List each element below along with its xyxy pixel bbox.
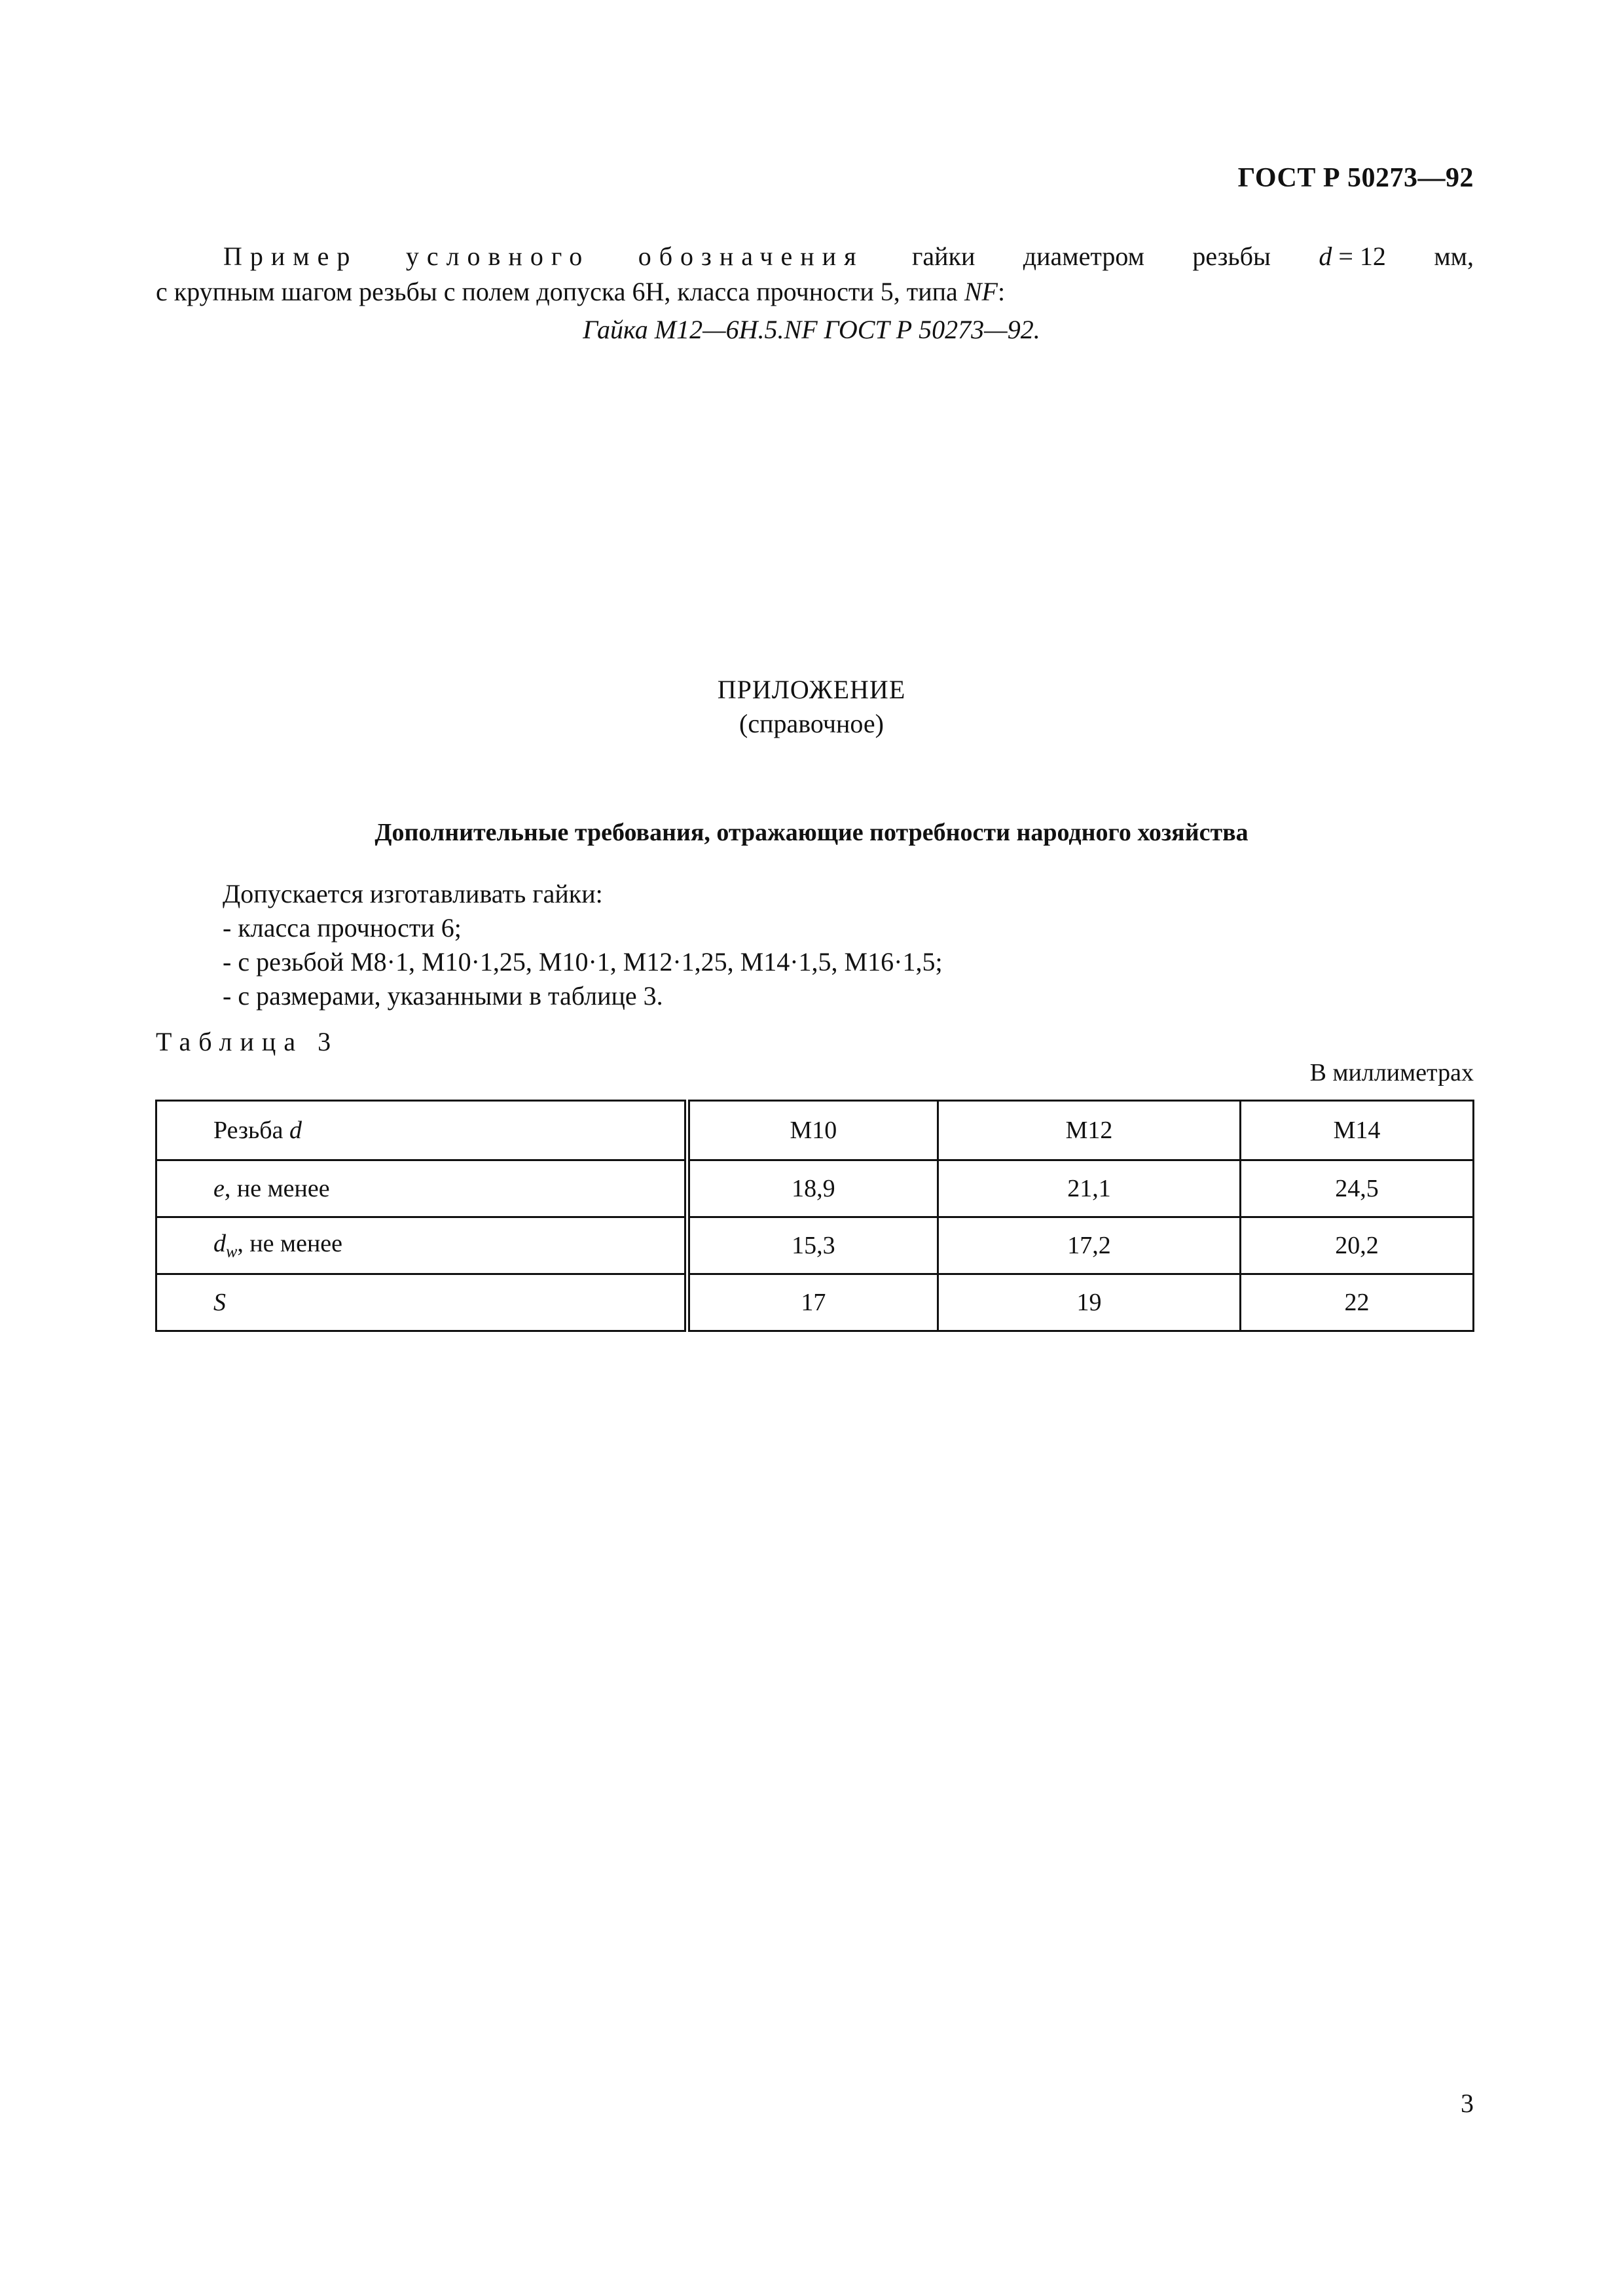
table-cell: 17 (687, 1274, 938, 1331)
row-var-subscript: w (226, 1242, 238, 1261)
row-label-cell (156, 1274, 687, 1331)
appendix-title: ПРИЛОЖЕНИЕ (717, 675, 906, 704)
header-col-m14: M14 (1240, 1101, 1473, 1160)
row-var: S (213, 1289, 226, 1316)
example-formula (1319, 239, 1386, 274)
header-label-cell (156, 1101, 687, 1160)
requirements-list (223, 877, 943, 1013)
table-row (156, 1274, 1474, 1331)
requirement-item: - с резьбой М8·1, М10·1,25, М10·1, М12·1,25, М14·1,5, М16·1,5; (223, 947, 943, 977)
table-caption: Таблица 3 (156, 1027, 339, 1056)
table-header-row (156, 1101, 1474, 1160)
example-word-6: резьбы (1192, 242, 1271, 271)
row-suffix: , не менее (237, 1230, 343, 1258)
designation-example (156, 239, 1474, 310)
example-word-3: обозначения (638, 242, 864, 271)
header-col-m10: M10 (687, 1101, 938, 1160)
requirement-item: - класса прочности 6; (223, 913, 462, 942)
example-unit: мм, (1434, 242, 1474, 271)
row-var: d (213, 1230, 226, 1258)
row-label-cell (156, 1217, 687, 1274)
table-cell: 22 (1240, 1274, 1473, 1331)
example-equals: = 12 (1338, 242, 1386, 271)
table-cell: 15,3 (687, 1217, 938, 1274)
example-type: NF (964, 277, 998, 306)
document-number: ГОСТ Р 50273—92 (1237, 163, 1474, 193)
example-line2-end: : (997, 277, 1006, 306)
table-row (156, 1217, 1474, 1274)
example-word-1: Пример (223, 242, 358, 271)
appendix-subtitle: (справочное) (739, 709, 884, 738)
table-units: В миллиметрах (1309, 1059, 1474, 1086)
table-cell: 20,2 (1240, 1217, 1473, 1274)
table-cell: 21,1 (938, 1160, 1241, 1217)
header-col-m12: M12 (938, 1101, 1241, 1160)
table-cell: 24,5 (1240, 1160, 1473, 1217)
example-line-2 (156, 274, 1474, 310)
section-heading: Дополнительные требования, отражающие потребности народного хозяйства (374, 819, 1249, 846)
designation-line (0, 314, 1623, 345)
dimensions-table (155, 1100, 1474, 1332)
row-suffix: , не менее (224, 1175, 330, 1202)
table-row (156, 1160, 1474, 1217)
header-label: Резьба (213, 1117, 283, 1144)
example-line2-text: с крупным шагом резьбы с полем допуска 6H, класса прочности 5, типа (156, 277, 964, 306)
example-word-5: диаметром (1023, 242, 1144, 271)
table-cell: 19 (938, 1274, 1241, 1331)
table-cell: 18,9 (687, 1160, 938, 1217)
example-line-1 (156, 239, 1474, 274)
table-cell: 17,2 (938, 1217, 1241, 1274)
row-var: e (213, 1175, 225, 1202)
example-word-2: условного (405, 242, 591, 271)
example-word-4: гайки (911, 242, 976, 271)
requirements-intro: Допускается изготавливать гайки: (223, 879, 603, 908)
example-var-d: d (1319, 242, 1332, 271)
row-label-cell (156, 1160, 687, 1217)
requirement-item: - с размерами, указанными в таблице 3. (223, 981, 663, 1011)
page-number: 3 (1461, 2089, 1474, 2118)
designation-text: Гайка М12—6Н.5.NF ГОСТ Р 50273—92. (583, 315, 1040, 344)
header-var: d (289, 1117, 302, 1144)
